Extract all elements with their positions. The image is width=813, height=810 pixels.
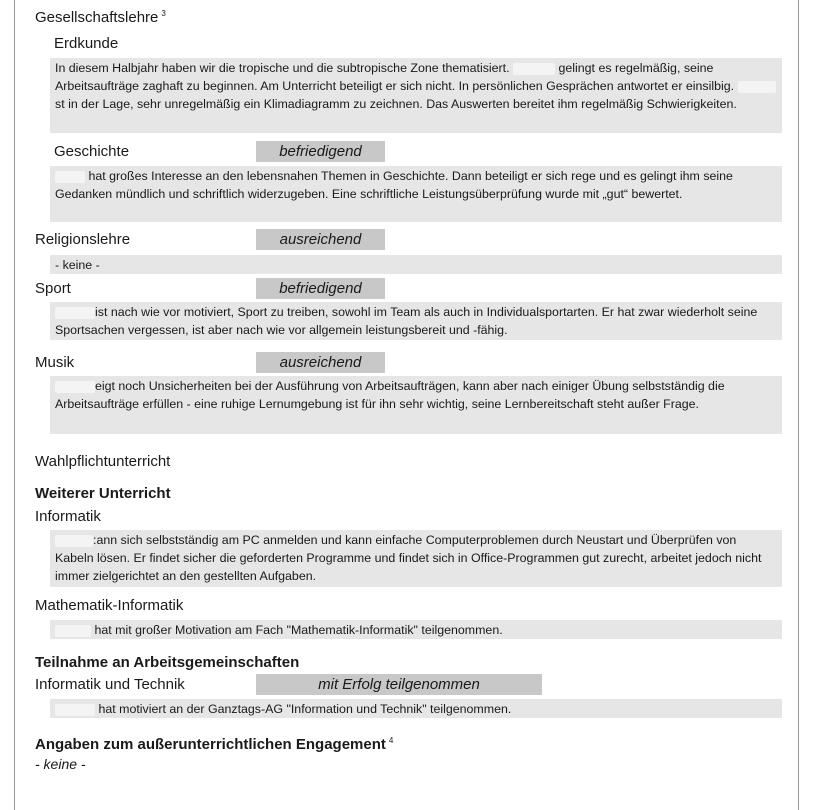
assessment-text-informatik: :ann sich selbstständig am PC anmelden und kann einfache Computerproblemen durch Neustart und Überprüfen von Kabeln lösen. Er findet sicher die geforderten Programme und findet sich in Office-Programmen gut zurecht, arbeitet jedoch nicht immer zielgerichtet an den gestellten Aufgaben. (50, 530, 782, 587)
redacted-name (55, 381, 95, 393)
assessment-text-religionslehre: - keine - (50, 255, 782, 274)
grade-religionslehre: ausreichend (256, 229, 385, 250)
subject-title-informatik: Informatik (35, 508, 101, 525)
assessment-text-musik: eigt noch Unsicherheiten bei der Ausführung von Arbeitsaufträgen, kann aber nach einiger Übung selbstständig die Arbeitsaufträge erfüllen - eine ruhige Lernumgebung ist für ihn sehr wichtig, seine Lernbereitschaft steht außer Frage. (50, 376, 782, 434)
subject-title-geschichte: Geschichte (54, 143, 130, 160)
footnote-marker: 4 (388, 736, 394, 745)
engagement-text: - keine - (35, 756, 86, 772)
subject-title-musik: Musik (35, 354, 75, 371)
report-page (14, 0, 799, 810)
section-title-wahlpflicht: Wahlpflichtunterricht (35, 453, 171, 470)
redacted-name (55, 625, 91, 637)
assessment-text-erdkunde: In diesem Halbjahr haben wir die tropische und die subtropische Zone thematisiert. gelingt es regelmäßig, seine Arbeitsaufträge zaghaft zu beginnen. Am Unterricht beteiligt er sich nicht. In persönlichen Gesprächen antwortet er einsilbig. st in der Lage, sehr unregelmäßig ein Klimadiagramm zu zeichnen. Das Auswerten bereitet ihm regelmäßig Schwierigkeiten. (50, 58, 782, 133)
subject-title-religionslehre: Religionslehre (35, 231, 131, 248)
redacted-name (738, 81, 776, 93)
section-title-engagement: Angaben zum außerunterrichtlichen Engagement $^4$ (35, 736, 394, 753)
redacted-name (55, 171, 85, 183)
assessment-text-sport: ist nach wie vor motiviert, Sport zu treiben, sowohl im Team als auch in Individualsportarten. Er hat zwar wiederholt seine Sportsachen vergessen, ist aber nach wie vor allgemein leistungsbereit und -fähig. (50, 302, 782, 340)
assessment-text-informatik-und-technik: hat motiviert an der Ganztags-AG "Information und Technik" teilgenommen. (50, 699, 782, 718)
redacted-name (55, 307, 95, 319)
section-title-weiterer-unterricht: Weiterer Unterricht (35, 485, 171, 502)
grade-sport: befriedigend (256, 278, 385, 299)
redacted-name (513, 63, 555, 75)
grade-geschichte: befriedigend (256, 141, 385, 162)
redacted-name (55, 535, 93, 547)
footnote-marker: 3 (161, 9, 166, 18)
section-title-arbeitsgemeinschaften: Teilnahme an Arbeitsgemeinschaften (35, 654, 300, 671)
redacted-name (55, 704, 95, 716)
grade-informatik-und-technik: mit Erfolg teilgenommen (256, 674, 542, 695)
subject-title-mathematik-informatik: Mathematik-Informatik (35, 597, 184, 614)
grade-musik: ausreichend (256, 352, 385, 373)
section-title-gesellschaftslehre: Gesellschaftslehre $^3$ (35, 9, 166, 26)
subject-title-informatik-und-technik: Informatik und Technik (35, 676, 185, 693)
subject-title-sport: Sport (35, 280, 71, 297)
subject-title-erdkunde: Erdkunde (54, 35, 119, 52)
assessment-text-mathematik-informatik: hat mit großer Motivation am Fach "Mathematik-Informatik" teilgenommen. (50, 620, 782, 639)
assessment-text-geschichte: hat großes Interesse an den lebensnahen Themen in Geschichte. Dann beteiligt er sich rege und es gelingt ihm seine Gedanken mündlich und schriftlich widerzugeben. Eine schriftliche Leistungsüberprüfung wurde mit „gut“ bewertet. (50, 166, 782, 222)
